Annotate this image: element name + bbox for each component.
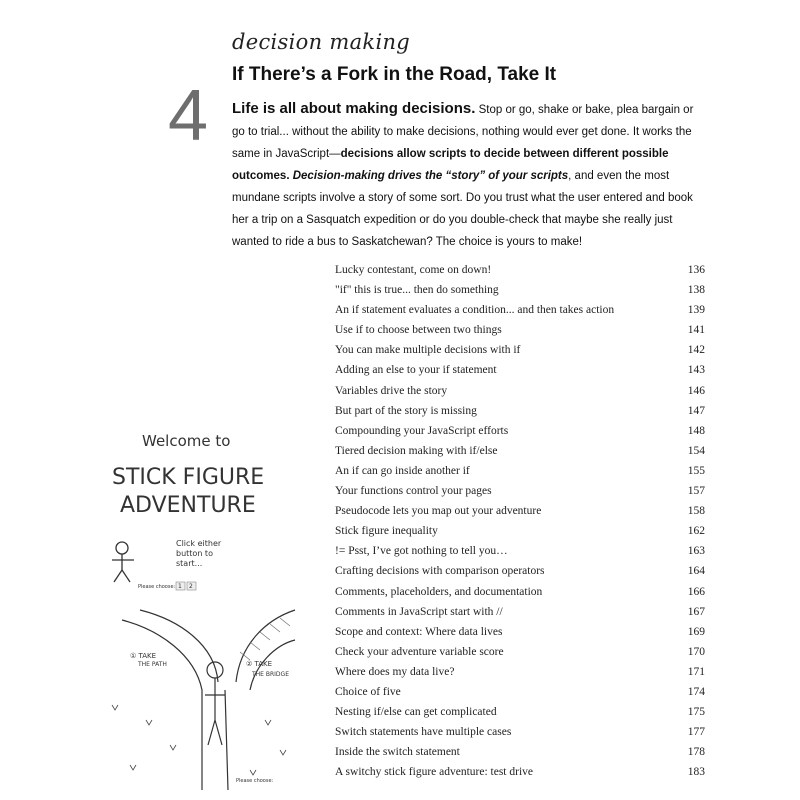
intro-text-1: Stop or go, shake or bake, plea bargain or go to trial... without the ability to make decisions, nothing would ever get done. It works the same in JavaScript— xyxy=(232,104,694,160)
toc-entry-page: 171 xyxy=(687,665,705,678)
toc-entry[interactable] xyxy=(335,481,705,501)
toc-entry-page: 162 xyxy=(687,525,705,538)
toc-entry[interactable] xyxy=(335,702,705,722)
chapter-intro xyxy=(232,98,702,253)
stick-figure-at-fork-icon xyxy=(205,662,225,745)
path-label-line2: THE PATH xyxy=(138,661,167,668)
toc-entry-page: 167 xyxy=(687,605,705,618)
toc-entry[interactable] xyxy=(335,662,705,682)
toc-entry-title: Comments in JavaScript start with // xyxy=(335,605,503,618)
toc-entry-title: Use if to choose between two things xyxy=(335,324,502,337)
toc-entry-page: 178 xyxy=(687,746,705,759)
choice-button-1-label: 1 xyxy=(178,583,182,590)
chapter-title: If There’s a Fork in the Road, Take It xyxy=(232,64,557,85)
toc-entry-title: Stick figure inequality xyxy=(335,525,438,538)
toc-entry[interactable] xyxy=(335,762,705,782)
toc-entry-title: Your functions control your pages xyxy=(335,485,492,498)
choice-button-2-label: 2 xyxy=(189,583,193,590)
bridge-label-line2: THE BRIDGE xyxy=(252,671,289,678)
toc-entry[interactable] xyxy=(335,441,705,461)
toc-entry-title: Choice of five xyxy=(335,685,401,698)
stick-figure-illustration xyxy=(100,420,300,790)
toc-entry-page: 138 xyxy=(687,284,705,297)
toc-entry-title: Where does my data live? xyxy=(335,665,455,678)
stick-figure-icon xyxy=(112,542,134,582)
toc-entry[interactable] xyxy=(335,421,705,441)
toc-entry[interactable] xyxy=(335,722,705,742)
toc-entry-title: An if statement evaluates a condition... and then takes action xyxy=(335,304,615,317)
fork-roads-drawing xyxy=(122,610,295,790)
toc-entry-title: Pseudocode lets you map out your adventure xyxy=(335,505,542,518)
toc-entry-title: Variables drive the story xyxy=(335,384,448,397)
toc-entry-title: "if" this is true... then do something xyxy=(335,284,499,297)
toc-entry-page: 170 xyxy=(687,645,705,658)
toc-entry-page: 142 xyxy=(687,344,705,357)
toc-entry-page: 175 xyxy=(687,706,705,719)
toc-entry-page: 183 xyxy=(687,766,705,779)
toc-entry[interactable] xyxy=(335,300,705,320)
choose-label-bottom: Please choose: xyxy=(236,778,274,784)
toc-entry[interactable] xyxy=(335,360,705,380)
toc-entry-title: Compounding your JavaScript efforts xyxy=(335,424,509,437)
toc-entry-page: 148 xyxy=(687,424,705,437)
toc-entry-page: 169 xyxy=(687,625,705,638)
toc-entry-title: != Psst, I’ve got nothing to tell you… xyxy=(335,545,508,558)
toc-entry[interactable] xyxy=(335,461,705,481)
hint-line2: button to xyxy=(176,549,213,558)
intro-bold-1: decisions allow scripts to decide between different possible outcomes. xyxy=(232,148,669,182)
toc-entry-page: 146 xyxy=(687,384,705,397)
toc-entry-page: 157 xyxy=(687,485,705,498)
toc-entry-title: Nesting if/else can get complicated xyxy=(335,706,497,719)
toc-entry-page: 155 xyxy=(687,464,705,477)
chapter-number: 4 xyxy=(168,76,209,156)
adventure-title-line2: ADVENTURE xyxy=(120,493,256,518)
toc-entry[interactable] xyxy=(335,381,705,401)
intro-bolditalic-1: Decision-making drives the “story” of your scripts xyxy=(292,170,569,182)
toc-entry-title: An if can go inside another if xyxy=(335,464,470,477)
toc-entry-page: 174 xyxy=(687,685,705,698)
toc-entry-title: Inside the switch statement xyxy=(335,746,460,759)
toc-entry[interactable] xyxy=(335,582,705,602)
table-of-contents xyxy=(335,260,705,782)
toc-entry[interactable] xyxy=(335,742,705,762)
toc-entry-title: A switchy stick figure adventure: test drive xyxy=(335,766,534,779)
toc-entry-page: 166 xyxy=(687,585,705,598)
toc-entry[interactable] xyxy=(335,260,705,280)
toc-entry[interactable] xyxy=(335,682,705,702)
grass-tufts xyxy=(112,705,286,775)
hint-line1: Click either xyxy=(176,539,222,548)
toc-entry[interactable] xyxy=(335,622,705,642)
toc-entry-title: Scope and context: Where data lives xyxy=(335,625,503,638)
hint-line3: start... xyxy=(176,559,203,568)
adventure-title-line1: STICK FIGURE xyxy=(112,465,265,490)
chapter-kicker: decision making xyxy=(232,30,411,54)
toc-entry-title: But part of the story is missing xyxy=(335,404,477,417)
toc-entry-page: 154 xyxy=(687,444,705,457)
bridge-pattern xyxy=(240,618,290,660)
toc-entry-page: 141 xyxy=(687,324,705,337)
toc-entry-page: 143 xyxy=(687,364,705,377)
intro-text-2: , and even the most mundane scripts involve a story of some sort. Do you trust what the user entered and book her a trip on a Sasquatch expedition or do you double-check that maybe she really just wanted to ride a bus to Saskatchewan? The choice is yours to make! xyxy=(232,170,693,248)
toc-entry-title: Lucky contestant, come on down! xyxy=(335,264,492,276)
toc-entry[interactable] xyxy=(335,401,705,421)
toc-entry-page: 163 xyxy=(687,545,705,558)
toc-entry[interactable] xyxy=(335,602,705,622)
toc-entry[interactable] xyxy=(335,561,705,581)
toc-entry-title: Tiered decision making with if/else xyxy=(335,444,498,457)
toc-entry[interactable] xyxy=(335,642,705,662)
toc-entry-title: Adding an else to your if statement xyxy=(335,364,497,377)
toc-entry-title: Crafting decisions with comparison operators xyxy=(335,565,545,578)
toc-entry-title: Comments, placeholders, and documentation xyxy=(335,585,543,598)
toc-entry-page: 136 xyxy=(687,264,705,276)
toc-entry[interactable] xyxy=(335,280,705,300)
toc-entry-page: 139 xyxy=(687,304,705,317)
intro-lead: Life is all about making decisions. xyxy=(232,100,476,117)
toc-entry-page: 177 xyxy=(687,726,705,739)
toc-entry-page: 147 xyxy=(687,404,705,417)
toc-entry-title: Switch statements have multiple cases xyxy=(335,726,512,739)
toc-entry[interactable] xyxy=(335,340,705,360)
toc-entry[interactable] xyxy=(335,541,705,561)
toc-entry-page: 164 xyxy=(687,565,705,578)
choose-label: Please choose: xyxy=(138,584,176,590)
bridge-label-line1: ② TAKE xyxy=(246,660,273,668)
toc-entry[interactable] xyxy=(335,501,705,521)
toc-entry[interactable] xyxy=(335,320,705,340)
toc-entry-page: 158 xyxy=(687,505,705,518)
path-label-line1: ① TAKE xyxy=(130,652,157,660)
welcome-text: Welcome to xyxy=(142,432,231,450)
toc-entry-title: Check your adventure variable score xyxy=(335,645,504,658)
toc-entry-title: You can make multiple decisions with if xyxy=(335,344,521,357)
toc-entry[interactable] xyxy=(335,521,705,541)
